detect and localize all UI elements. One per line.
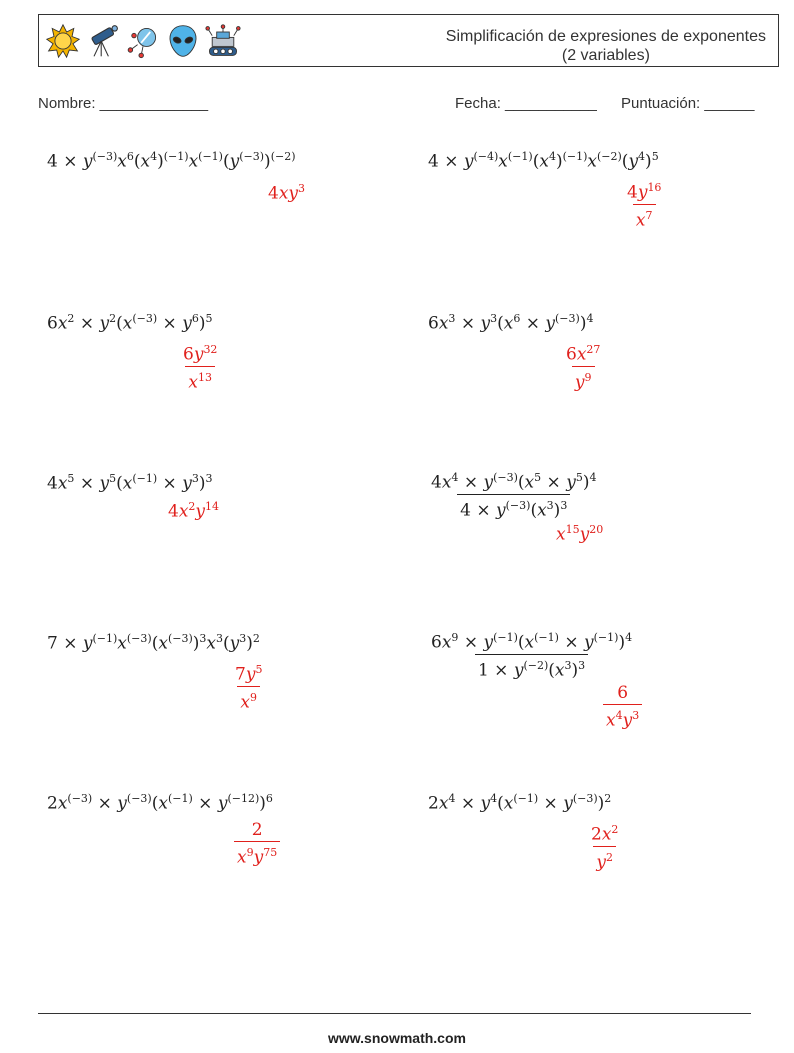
problem-8-answer: $\frac{6}{x^4y^3}$ [603, 683, 642, 731]
problem-3-question: $6x^2 \times y^2(x^{(-3)} \times y^6)^5$ [47, 312, 213, 334]
problem-1-question: $4 \times y^{(-3)}x^6(x^4)^{(-1)}x^{(-1)}(y^{(-3)})^{(-2)}$ [47, 150, 296, 172]
rover-icon [205, 21, 241, 61]
worksheet-title [446, 27, 766, 65]
problem-2-question: $4 \times y^{(-4)}x^{(-1)}(x^4)^{(-1)}x^{(-2)}(y^4)^5$ [428, 150, 659, 172]
problem-1-answer: $4xy^3$ [268, 182, 306, 204]
problem-7-answer: $\frac{7y^5}{x^9}$ [235, 663, 263, 713]
worksheet-header [38, 14, 779, 67]
problem-9-question: $2x^{(-3)} \times y^{(-3)}(x^{(-1)} \times y^{(-12)})^6$ [47, 792, 273, 814]
date-field-label: Fecha: ___________ [455, 95, 597, 112]
problem-3-answer: $\frac{6y^{32}}{x^{13}}$ [183, 343, 218, 393]
problem-4-answer: $\frac{6x^{27}}{y^9}$ [566, 343, 601, 393]
alien-icon [165, 21, 201, 61]
problem-10-question: $2x^4 \times y^4(x^{(-1)} \times y^{(-3)})^2$ [428, 792, 612, 814]
footer-website: www.snowmath.com [328, 1030, 466, 1046]
title-line-1: Simplificación de expresiones de exponentes [445, 28, 766, 45]
satellite-icon [125, 21, 161, 61]
name-field-label: Nombre: _____________ [38, 95, 209, 112]
telescope-icon [85, 21, 121, 61]
problem-7-question: $7 \times y^{(-1)}x^{(-3)}(x^{(-3)})^3x^3(y^3)^2$ [47, 632, 260, 654]
icon-strip [45, 19, 241, 63]
problem-4-question: $6x^3 \times y^3(x^6 \times y^{(-3)})^4$ [428, 312, 594, 334]
sun-icon [45, 21, 81, 61]
problem-9-answer: $\frac{2}{x^9y^{75}}$ [234, 820, 280, 868]
problem-5-question: $4x^5 \times y^5(x^{(-1)} \times y^3)^3$ [47, 472, 213, 494]
score-field-label: Puntuación: ______ [621, 95, 755, 112]
footer-divider [38, 1013, 751, 1014]
problem-6-answer: $x^{15}y^{20}$ [556, 523, 604, 545]
problem-10-answer: $\frac{2x^2}{y^2}$ [591, 823, 619, 873]
problem-8-question: $\frac{6x^9 \times y^{(-1)}(x^{(-1)} \times y^{(-1)})^4}{1 \times y^{(-2)}(x^3)^3}$ [431, 631, 633, 681]
title-line-2: (2 variables) [561, 47, 650, 64]
problem-5-answer: $4x^2y^{14}$ [168, 500, 220, 522]
problem-6-question: $\frac{4x^4 \times y^{(-3)}(x^5 \times y^5)^4}{4 \times y^{(-3)}(x^3)^3}$ [431, 471, 597, 521]
problem-2-answer: $\frac{4y^{16}}{x^7}$ [627, 181, 662, 231]
